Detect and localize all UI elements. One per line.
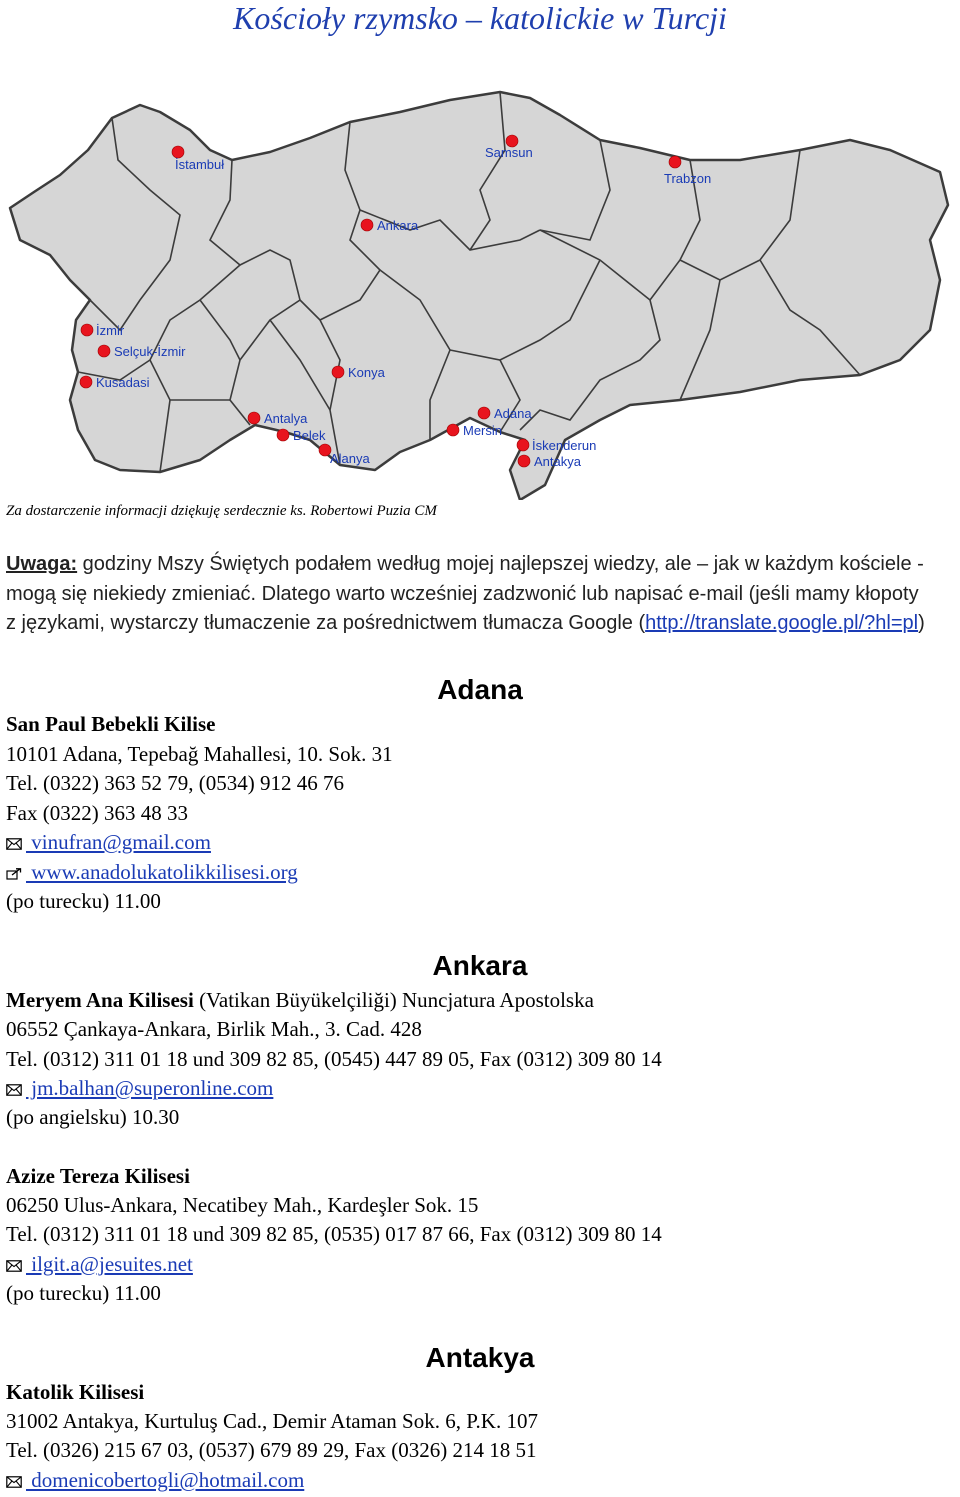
church-phone: Tel. (0312) 311 01 18 und 309 82 85, (0545) 447 89 05, Fax (0312) 309 80 14 bbox=[6, 1047, 662, 1071]
mass-time: (po turecku) 11.00 bbox=[6, 889, 161, 913]
church-name-extra: (Vatikan Büyükelçiliği) Nuncjatura Apostolska bbox=[193, 988, 594, 1012]
google-translate-link[interactable]: http://translate.google.pl/?hl=pl bbox=[645, 612, 919, 634]
page-title: Kościoły rzymsko – katolickie w Turcji bbox=[233, 0, 727, 36]
map-label-izmir: İzmir bbox=[96, 323, 125, 338]
mass-time: (po turecku) 11.00 bbox=[6, 1281, 161, 1305]
church-fax: Fax (0322) 363 48 33 bbox=[6, 801, 188, 825]
church-name: Katolik Kilisesi bbox=[6, 1380, 145, 1404]
church-name: Meryem Ana Kilisesi bbox=[6, 988, 194, 1012]
church-name: San Paul Bebekli Kilise bbox=[6, 712, 216, 736]
email-link[interactable]: vinufran@gmail.com bbox=[26, 830, 211, 854]
church-address: 31002 Antakya, Kurtuluş Cad., Demir Ataman Sok. 6, P.K. 107 bbox=[6, 1409, 538, 1433]
city-heading-ankara: Ankara bbox=[432, 950, 528, 981]
map-marker-adana[interactable] bbox=[478, 406, 532, 421]
website-row bbox=[6, 859, 298, 885]
website-link[interactable]: www.anadolukatolikkilisesi.org bbox=[26, 860, 298, 884]
map-label-trabzon: Trabzon bbox=[664, 171, 712, 186]
turkey-map bbox=[0, 40, 960, 500]
church-phone: Tel. (0322) 363 52 79, (0534) 912 46 76 bbox=[6, 771, 344, 795]
map-marker-izmir[interactable] bbox=[81, 323, 125, 338]
email-row bbox=[6, 1075, 273, 1101]
map-label-iskenderun: İskenderun bbox=[532, 438, 597, 453]
map-marker-belek[interactable] bbox=[277, 428, 326, 443]
envelope-icon bbox=[6, 1084, 22, 1096]
mass-time: (po angielsku) 10.30 bbox=[6, 1105, 180, 1129]
map-marker-mersin[interactable] bbox=[447, 423, 502, 438]
external-link-icon bbox=[6, 868, 22, 880]
map-label-selcuk: Selçuk-İzmir bbox=[114, 344, 186, 359]
map-label-konya: Konya bbox=[348, 365, 385, 380]
map-label-istanbul: İstambuł bbox=[175, 157, 225, 172]
email-row bbox=[6, 1467, 304, 1493]
map-label-mersin: Mersin bbox=[463, 423, 503, 438]
church-address: 06250 Ulus-Ankara, Necatibey Mah., Kardeşler Sok. 15 bbox=[6, 1193, 479, 1217]
email-row bbox=[6, 1251, 193, 1277]
church-phone: Tel. (0326) 215 67 03, (0537) 679 89 29, Fax (0326) 214 18 51 bbox=[6, 1438, 537, 1462]
map-label-kusadasi: Kusadasi bbox=[96, 375, 150, 390]
map-marker-konya[interactable] bbox=[332, 365, 386, 380]
map-label-belek: Belek bbox=[293, 428, 326, 443]
map-label-ankara: Ankara bbox=[377, 218, 419, 233]
map-label-antakya: Antakya bbox=[534, 454, 581, 469]
church-name: Azize Tereza Kilisesi bbox=[6, 1164, 190, 1188]
map-label-adana: Adana bbox=[494, 406, 532, 421]
church-name-row bbox=[6, 987, 594, 1013]
church-phone: Tel. (0312) 311 01 18 und 309 82 85, (0535) 017 87 66, Fax (0312) 309 80 14 bbox=[6, 1222, 662, 1246]
notice-text: godziny Mszy Świętych podałem według mojej najlepszej wiedzy, ale – jak w każdym kościele - mogą się niekiedy zmieniać. Dlatego warto wcześniej zadzwonić lub napisać e-mail (jeśli mamy kłopoty z językami, wystarczy tłumaczenie za pośrednictwem tłumacza Google ( bbox=[6, 553, 924, 634]
envelope-icon bbox=[6, 838, 22, 850]
church-address: 06552 Çankaya-Ankara, Birlik Mah., 3. Cad. 428 bbox=[6, 1017, 422, 1041]
credit-note: Za dostarczenie informacji dziękuję serdecznie ks. Robertowi Puzia CM bbox=[6, 503, 437, 519]
notice-paragraph bbox=[6, 550, 926, 639]
envelope-icon bbox=[6, 1260, 22, 1272]
map-label-antalya: Antalya bbox=[264, 411, 308, 426]
map-label-alanya: Alanya bbox=[330, 451, 370, 466]
city-heading-antakya: Antakya bbox=[425, 1342, 535, 1373]
email-link[interactable]: ilgit.a@jesuites.net bbox=[26, 1252, 193, 1276]
email-row bbox=[6, 829, 211, 855]
city-heading-adana: Adana bbox=[437, 674, 523, 705]
notice-label: Uwaga: bbox=[6, 553, 78, 575]
church-address: 10101 Adana, Tepebağ Mahallesi, 10. Sok. 31 bbox=[6, 742, 393, 766]
turkey-land-shape bbox=[10, 92, 948, 500]
email-link[interactable]: jm.balhan@superonline.com bbox=[26, 1076, 274, 1100]
envelope-icon bbox=[6, 1476, 22, 1488]
email-link[interactable]: domenicobertogli@hotmail.com bbox=[26, 1468, 305, 1492]
notice-text-end: ) bbox=[918, 612, 925, 634]
map-label-samsun: Samsun bbox=[485, 145, 533, 160]
